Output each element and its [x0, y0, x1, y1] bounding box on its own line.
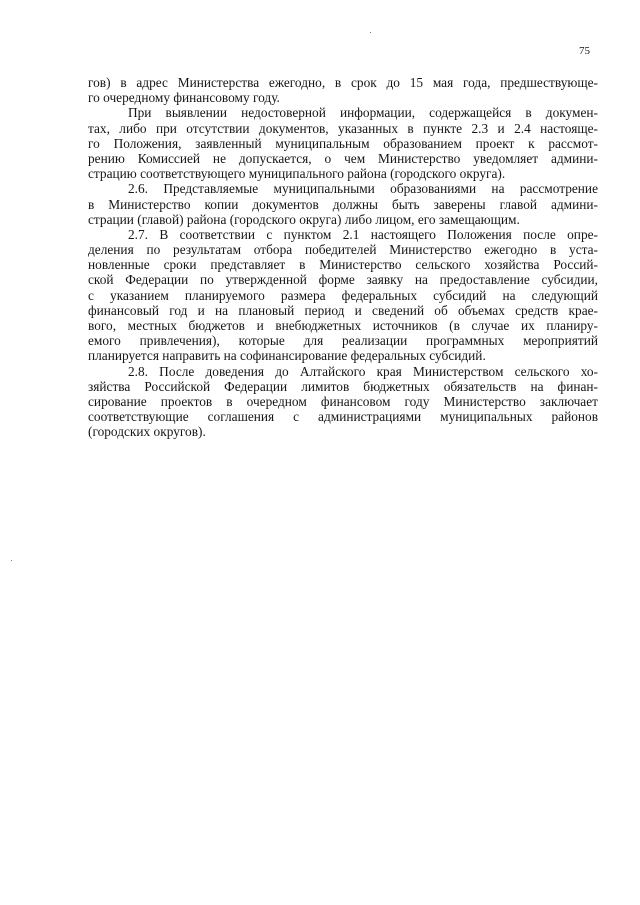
paragraph-1-line-2: го очередному финансовому году. — [88, 90, 280, 106]
paragraph-1-line-1: гов) в адрес Министерства ежегодно, в срок до 15 мая года, предшествующе- — [88, 75, 598, 90]
paragraph-4-line-5: с указанием планируемого размера федеральных субсидий на следующий — [88, 287, 598, 303]
paragraph-4-line-7: вого, местных бюджетов и внебюджетных источников (в случае их планиру- — [88, 318, 598, 333]
document-text — [88, 75, 598, 440]
paragraph-4-line-6: финансовый год и на плановый период и сведений об объемах средств крае- — [88, 302, 598, 318]
paragraph-2 — [88, 105, 598, 181]
paragraph-2-line-1: При выявлении недостоверной информации, содержащейся в докумен- — [128, 105, 598, 121]
paragraph-1 — [88, 75, 598, 105]
paragraph-2-line-3: го Положения, заявленный муниципальным образованием проект к рассмот- — [88, 135, 598, 151]
paragraph-4-line-2: деления по результатам отбора победителей Министерство ежегодно в уста- — [88, 242, 598, 258]
paragraph-2-line-5: страцию соответствующего муниципального района (городского округа). — [88, 166, 506, 182]
paragraph-3-line-1: 2.6. Представляемые муниципальными образованиями на рассмотрение — [128, 181, 598, 197]
scan-speck — [370, 32, 371, 33]
paragraph-5-line-1: 2.8. После доведения до Алтайского края Министерством сельского хо- — [128, 363, 598, 379]
paragraph-2-line-4: рению Комиссией не допускается, о чем Министерство уведомляет админи- — [88, 150, 598, 166]
paragraph-5 — [88, 364, 598, 440]
paragraph-5-line-2: зяйства Российской Федерации лимитов бюджетных обязательств на финан- — [88, 378, 598, 394]
paragraph-2-line-2: тах, либо при отсутствии документов, указанных в пункте 2.3 и 2.4 настояще- — [88, 120, 598, 136]
paragraph-4-line-8: емого привлечения), которые для реализации программных мероприятий — [88, 333, 598, 349]
page-number: 75 — [579, 45, 590, 57]
paragraph-4-line-3: новленные сроки представляет в Министерство сельского хозяйства Россий- — [88, 257, 598, 273]
paragraph-4-line-9: планируется направить на софинансирование федеральных субсидий. — [88, 348, 486, 364]
paragraph-5-line-4: соответствующие соглашения с администрациями муниципальных районов — [88, 409, 598, 425]
paragraph-5-line-5: (городских округов). — [88, 424, 206, 440]
paragraph-4-line-4: ской Федерации по утвержденной форме заявку на предоставление субсидии, — [88, 272, 598, 288]
scan-speck — [11, 560, 12, 561]
paragraph-5-line-3: сирование проектов в очередном финансовом году Министерство заключает — [88, 393, 598, 409]
paragraph-4-line-1: 2.7. В соответствии с пунктом 2.1 настоящего Положения после опре- — [128, 226, 598, 242]
paragraph-4 — [88, 227, 598, 364]
paragraph-3 — [88, 181, 598, 227]
paragraph-3-line-2: в Министерство копии документов должны быть заверены главой админи- — [88, 196, 598, 212]
paragraph-3-line-3: страции (главой) района (городского округа) либо лицом, его замещающим. — [88, 211, 520, 227]
